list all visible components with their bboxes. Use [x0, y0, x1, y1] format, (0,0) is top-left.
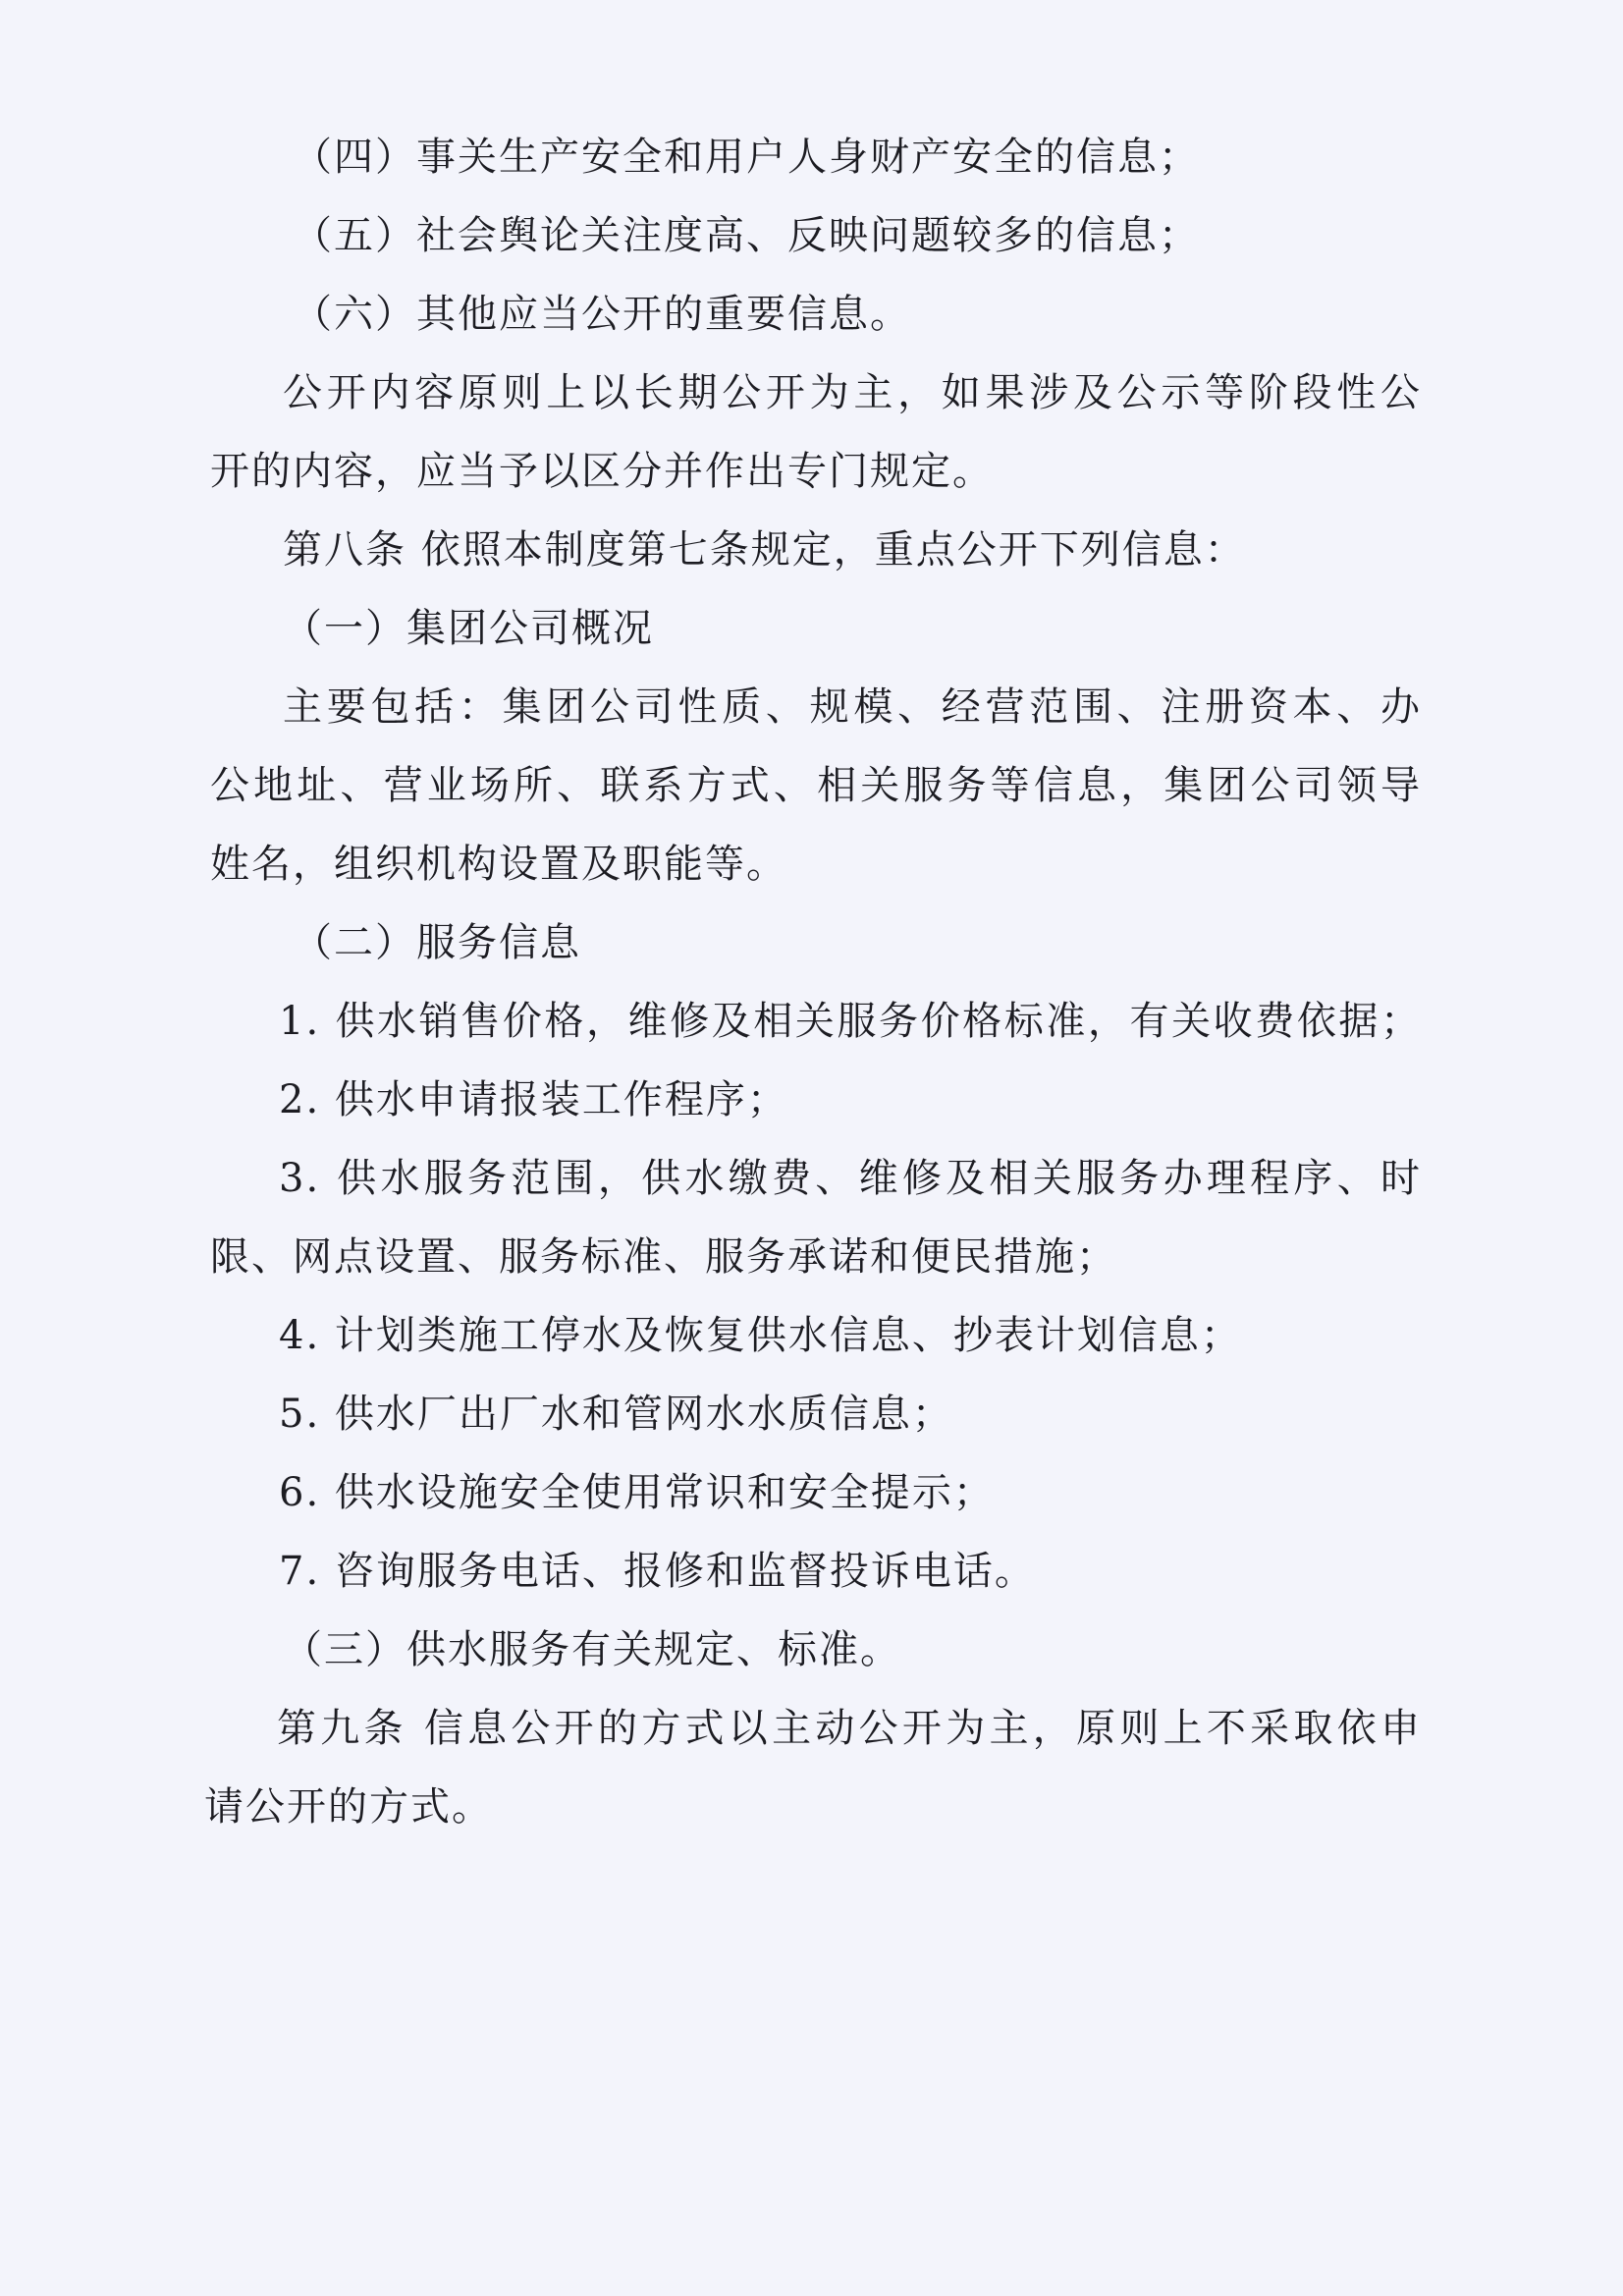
text-line: （六）其他应当公开的重要信息。 [293, 292, 911, 337]
text-line: （一）集团公司概况 [283, 606, 654, 651]
text-line: （三）供水服务有关规定、标准。 [283, 1627, 901, 1672]
text-line: 公开内容原则上以长期公开为主，如果涉及公示等阶段性公 [283, 370, 1422, 415]
text-line: 2. 供水申请报装工作程序； [279, 1077, 788, 1122]
text-line: 第九条 信息公开的方式以主动公开为主，原则上不采取依申 [277, 1706, 1422, 1751]
text-line: 3. 供水服务范围，供水缴费、维修及相关服务办理程序、时 [279, 1156, 1422, 1201]
text-line: 请公开的方式。 [204, 1784, 493, 1830]
text-line: （五）社会舆论关注度高、反映问题较多的信息； [293, 213, 1200, 258]
text-line: 限、网点设置、服务标准、服务承诺和便民措施； [210, 1234, 1117, 1280]
text-line: 开的内容，应当予以区分并作出专门规定。 [210, 449, 994, 494]
text-line: 6. 供水设施安全使用常识和安全提示； [279, 1470, 995, 1515]
text-line: 主要包括：集团公司性质、规模、经营范围、注册资本、办 [283, 684, 1422, 730]
text-line: 5. 供水厂出厂水和管网水水质信息； [279, 1392, 953, 1437]
text-line: （四）事关生产安全和用户人身财产安全的信息； [293, 135, 1200, 180]
text-line: （二）服务信息 [293, 920, 581, 965]
text-line: 姓名，组织机构设置及职能等。 [210, 842, 787, 887]
text-line: 7. 咨询服务电话、报修和监督投诉电话。 [279, 1549, 1036, 1594]
text-line: 公地址、营业场所、联系方式、相关服务等信息，集团公司领导 [210, 763, 1422, 808]
text-line: 4. 计划类施工停水及恢复供水信息、抄表计划信息； [279, 1313, 1242, 1358]
text-line: 第八条 依照本制度第七条规定，重点公开下列信息： [283, 527, 1246, 573]
text-line: 1. 供水销售价格，维修及相关服务价格标准，有关收费依据； [279, 999, 1422, 1044]
